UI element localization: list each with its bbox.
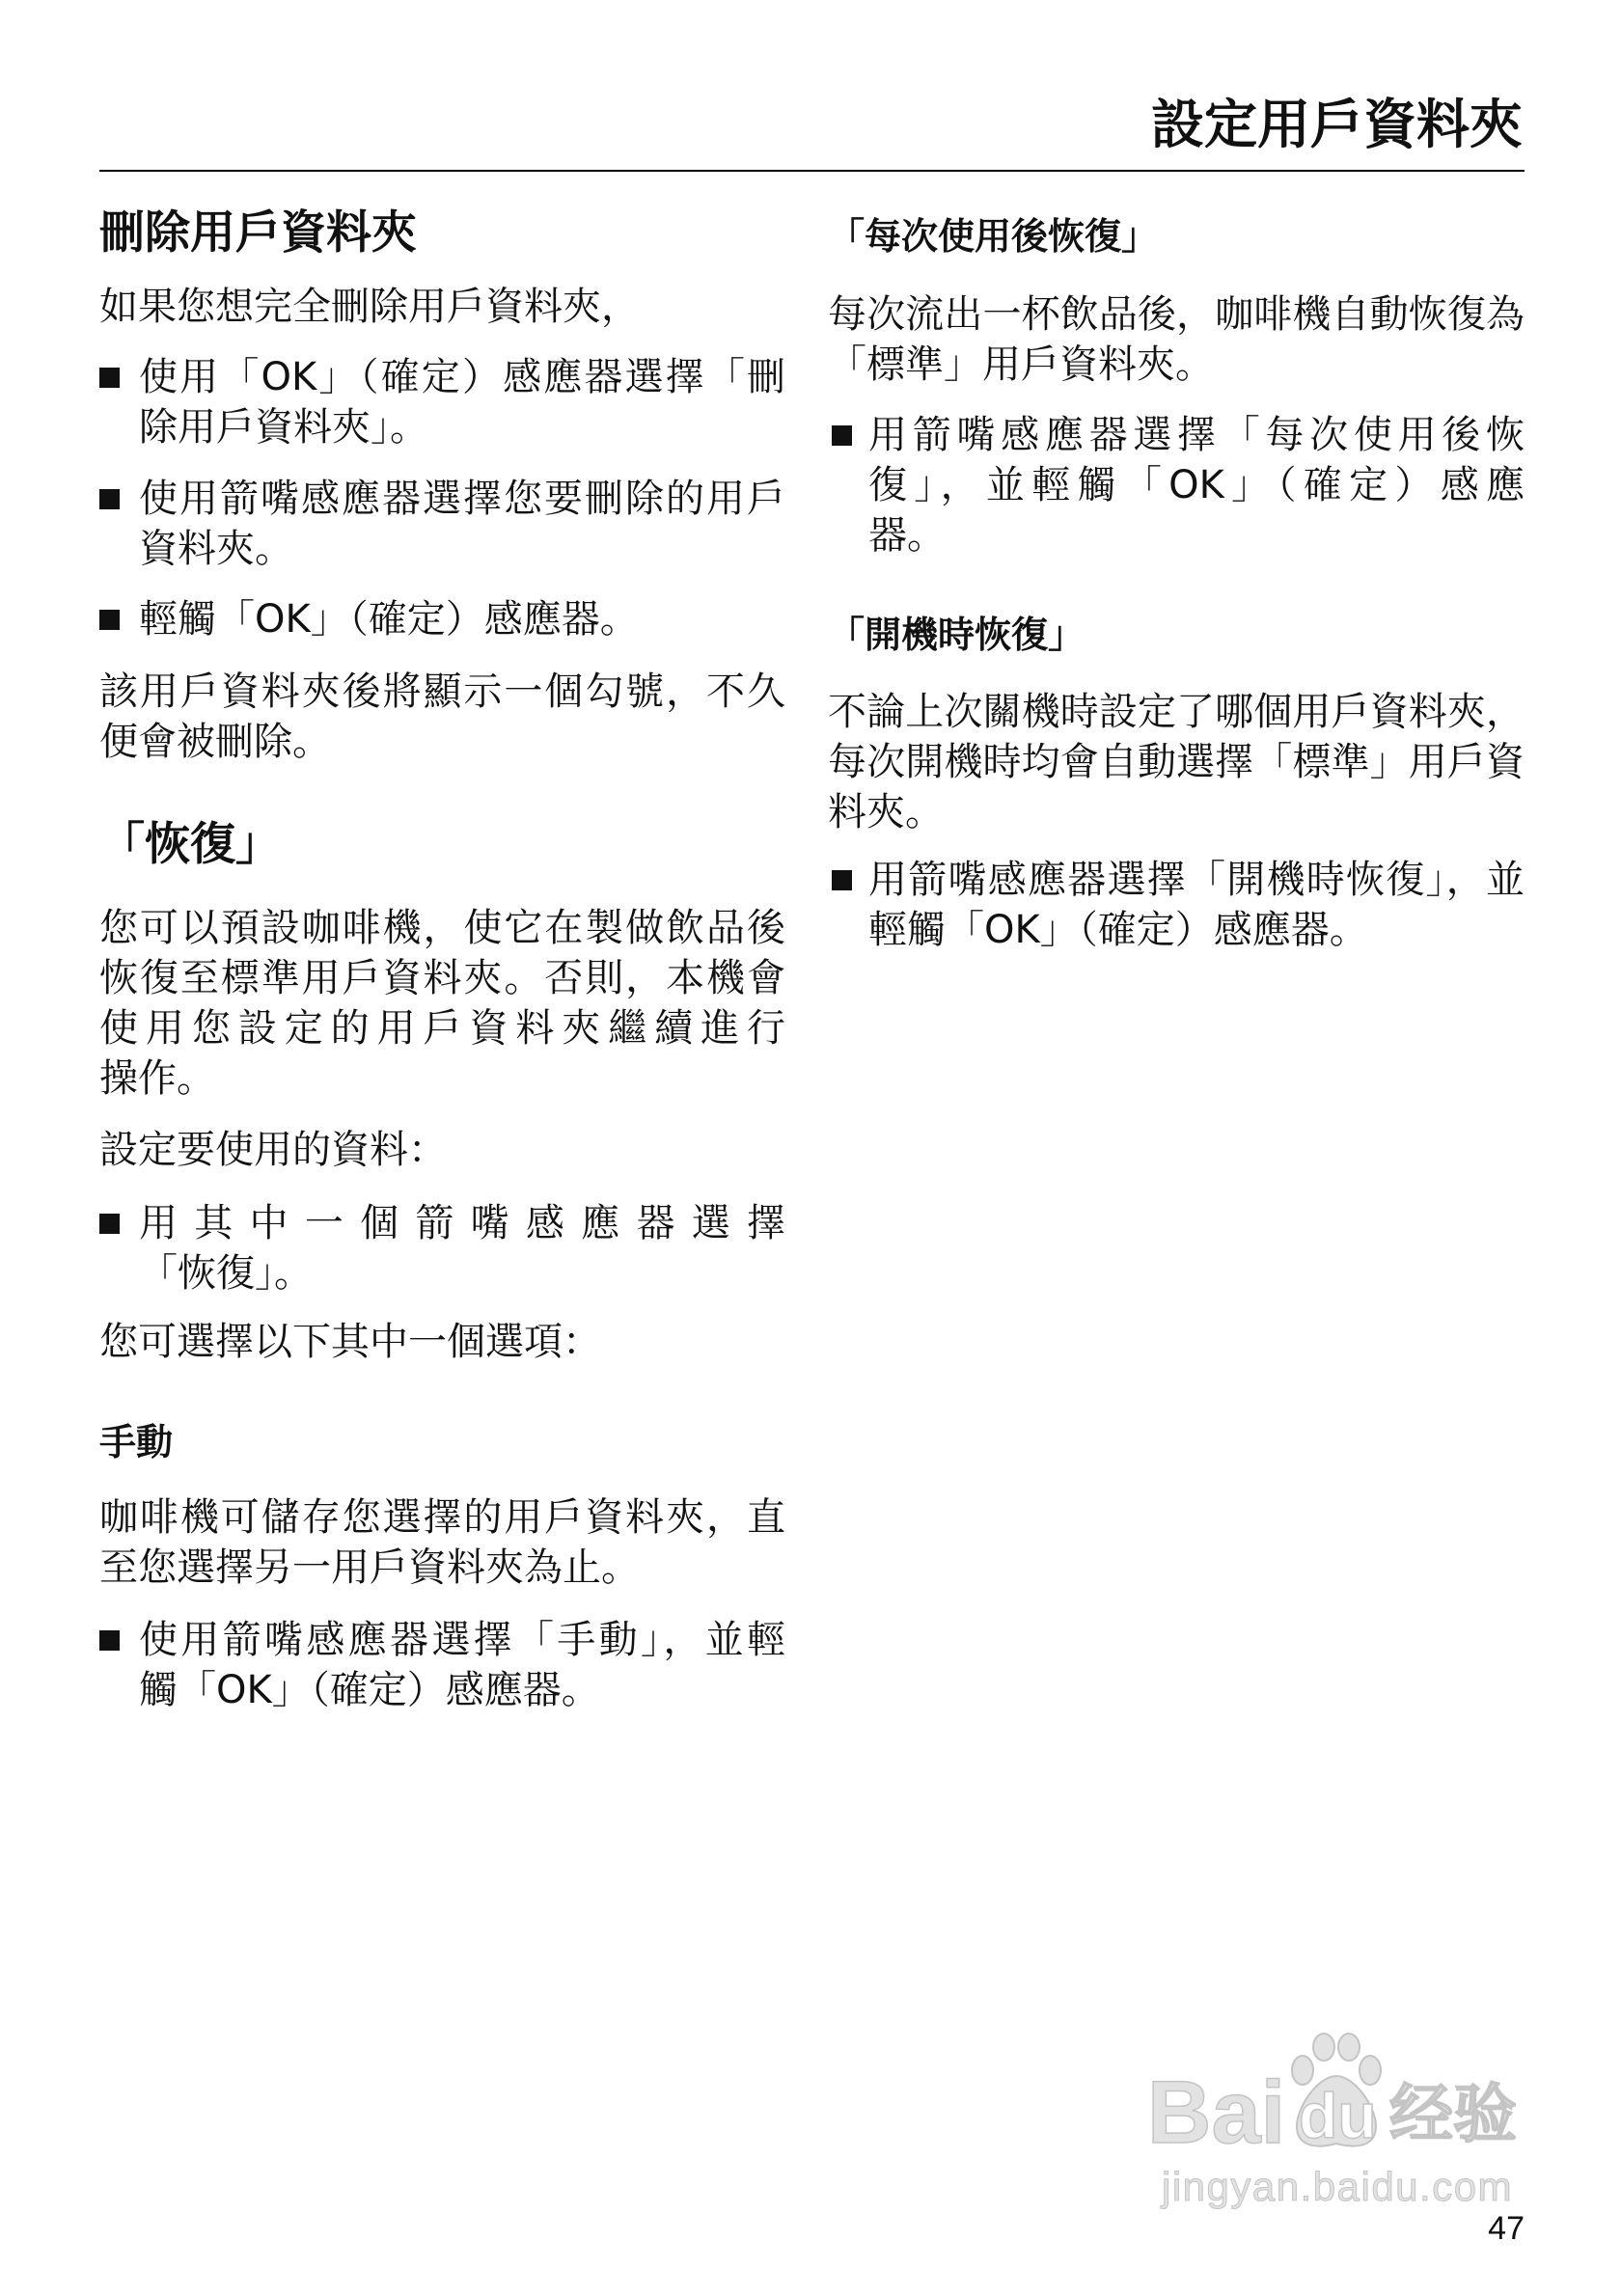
after-each-use-step (828, 410, 1525, 560)
bullet-icon (99, 1630, 120, 1651)
delete-intro (99, 282, 785, 332)
on-power-up-step (828, 855, 1525, 955)
delete-step-3 (99, 594, 785, 644)
text-line: 使用箭嘴感應器選擇「手動」，並輕 (139, 1618, 785, 1662)
text-line: 使用您設定的用戶資料夾繼續進行 (99, 1006, 785, 1051)
text-line: 您可選擇以下其中一個選項： (99, 1320, 601, 1364)
text-line: 資料夾。 (139, 527, 293, 571)
bullet-icon (99, 1214, 120, 1234)
text-line: 用其中一個箭嘴感應器選擇 (139, 1201, 785, 1245)
text-line: 用箭嘴感應器選擇「每次使用後恢 (868, 413, 1525, 457)
text-line: 器。 (868, 513, 946, 558)
text-line: 觸「OK」（確定）感應器。 (139, 1668, 600, 1712)
text-line: 該用戶資料夾後將顯示一個勾號，不久 (99, 670, 785, 714)
page-title: 設定用戶資料夾 (1150, 94, 1523, 155)
text-line: 便會被刪除。 (99, 720, 331, 764)
after-each-use-description (828, 289, 1525, 390)
watermark-logo-text: Bai (1147, 2064, 1286, 2162)
text-line: 設定要使用的資料： (99, 1128, 447, 1172)
text-line: 「恢復」。 (139, 1251, 313, 1296)
manual-option-description (99, 1492, 785, 1593)
restore-step (99, 1198, 785, 1298)
restore-intro (99, 903, 785, 1104)
text-line: 每次流出一杯飲品後，咖啡機自動恢復為 (828, 292, 1525, 337)
delete-section-heading: 刪除用戶資料夾 (99, 206, 417, 260)
text-line: 操作。 (99, 1056, 215, 1101)
page-number: 47 (1488, 2210, 1525, 2247)
text-line: 除用戶資料夾」。 (139, 405, 428, 450)
text-line: 恢復至標準用戶資料夾。否則，本機會 (99, 956, 785, 1000)
watermark-logo-du: du (1299, 2080, 1377, 2151)
manual-option-step (99, 1615, 785, 1715)
delete-note (99, 667, 785, 767)
after-each-use-heading: 「每次使用後恢復」 (828, 215, 1159, 258)
bullet-icon (832, 425, 852, 446)
right-column (828, 211, 1525, 955)
watermark-url: jingyan.baidu.com (1162, 2164, 1514, 2209)
text-line: 您可以預設咖啡機，使它在製做飲品後 (99, 906, 785, 950)
text-line: 不論上次關機時設定了哪個用戶資料夾， (828, 690, 1525, 734)
bullet-icon (99, 610, 120, 630)
text-line: 咖啡機可儲存您選擇的用戶資料夾，直 (99, 1495, 785, 1540)
text-line: 至您選擇另一用戶資料夾為止。 (99, 1545, 640, 1590)
delete-step-2 (99, 474, 785, 574)
text-line: 使用「OK」（確定）感應器選擇「刪 (139, 355, 785, 399)
text-line: 輕觸「OK」（確定）感應器。 (868, 908, 1368, 952)
text-line: 使用箭嘴感應器選擇您要刪除的用戶 (139, 477, 785, 521)
on-power-up-description (828, 687, 1525, 837)
watermark-logo-cn: 经验 (1389, 2078, 1517, 2149)
bullet-icon (99, 489, 120, 509)
restore-section-heading: 「恢復」 (99, 818, 281, 871)
manual-option-heading: 手動 (99, 1421, 174, 1463)
left-column (99, 205, 785, 1715)
delete-step-1 (99, 352, 785, 452)
header-rule (99, 170, 1525, 172)
text-line: 如果您想完全刪除用戶資料夾， (99, 285, 640, 329)
text-line: 每次開機時均會自動選擇「標準」用戶資 (828, 740, 1525, 784)
on-power-up-heading: 「開機時恢復」 (828, 614, 1085, 656)
restore-options-intro (99, 1317, 785, 1367)
text-line: 「標準」用戶資料夾。 (828, 342, 1214, 387)
bullet-icon (99, 368, 120, 388)
text-line: 復」，並輕觸「OK」（確定）感應 (868, 463, 1525, 507)
text-line: 料夾。 (828, 790, 944, 834)
bullet-icon (832, 870, 852, 890)
text-line: 用箭嘴感應器選擇「開機時恢復」，並 (868, 858, 1525, 902)
restore-setting-label (99, 1125, 785, 1175)
text-line: 輕觸「OK」（確定）感應器。 (139, 597, 639, 642)
